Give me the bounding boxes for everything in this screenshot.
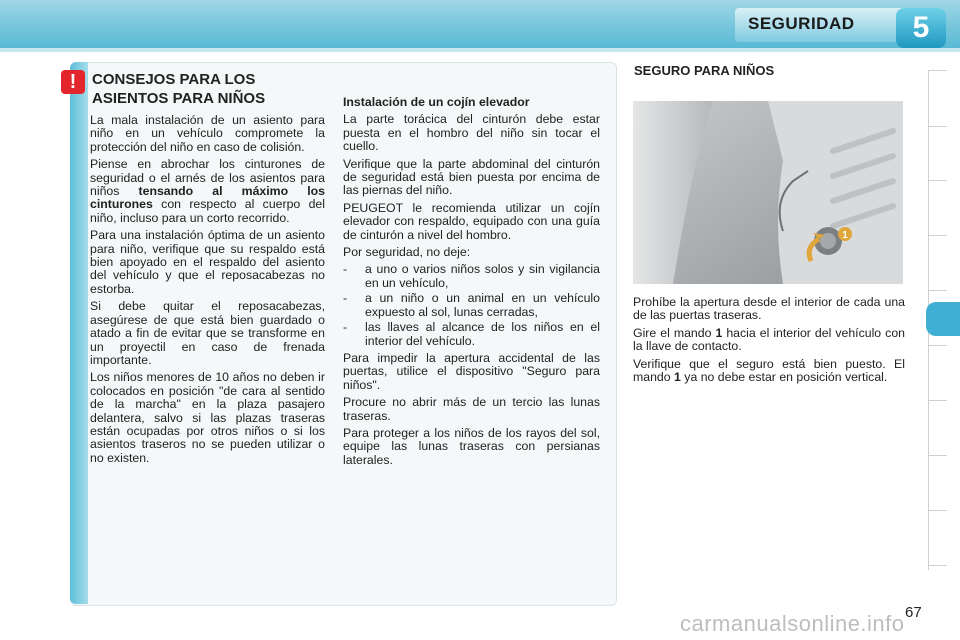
paragraph: PEUGEOT le recomienda utilizar un cojín elevador con respaldo, equipado con una guía de cinturón a nivel del hombro. [343,200,600,242]
paragraph: Procure no abrir más de un tercio las lunas traseras. [343,395,600,423]
panel-title-line2: ASIENTOS PARA NIÑOS [92,90,266,107]
panel-title-line1: CONSEJOS PARA LOS [92,71,256,88]
active-chapter-tab[interactable] [926,302,960,336]
photo-callout-1: 1 [842,230,848,241]
paragraph: Prohíbe la apertura desde el interior de cada una de las puertas traseras. [633,295,905,323]
paragraph: Para una instalación óptima de un asiento para niño, verifique que su respaldo está bien apoyado en el respaldo del asiento del vehículo y que el reposacabezas no estorba. [90,228,325,296]
paragraph: La parte torácica del cinturón debe estar puesta en el hombro del niño sin tocar el cuello. [343,112,600,154]
subsection-title: Instalación de un cojín elevador [343,95,530,109]
list-item: - las llaves al alcance de los niños en el interior del vehículo. [343,320,600,348]
child-lock-text [633,296,905,388]
paragraph: Para impedir la apertura accidental de las puertas, utilice el dispositivo "Seguro para niños". [343,350,600,392]
child-lock-title: SEGURO PARA NIÑOS [634,63,775,78]
paragraph: Por seguridad, no deje: [343,245,471,260]
panel-accent-edge [70,62,88,604]
paragraph: Verifique que el seguro está bien puesto. El mando 1 ya no debe estar en posición vertical. [633,356,905,385]
advice-column-2 [343,96,600,471]
child-lock-photo [633,101,903,284]
paragraph: Si debe quitar el reposacabezas, asegúrese de que está bien guardado o atado a fin de evitar que se transforme en un proyectil en caso de frenada importante. [90,299,325,367]
paragraph: Los niños menores de 10 años no deben ir colocados en posición "de cara al sentido de la marcha" en la plaza pasajero delantera, salvo si las plazas traseras están ocupadas por otros niños o si los asientos traseros no se pueden utilizar o no existen. [90,370,325,465]
section-title: SEGURIDAD [748,14,855,33]
list-item: - a uno o varios niños solos y sin vigilancia en un vehículo, [343,262,600,290]
paragraph: La mala instalación de un asiento para niño en un vehículo compromete la protección del niño en caso de colisión. [90,113,325,154]
panel-title [92,70,332,108]
chapter-number-badge: 5 [896,8,946,48]
advice-column-1 [90,114,325,469]
paragraph: Piense en abrochar los cinturones de seguridad o el arnés de los asientos para niños tensando al máximo los cinturones con respecto al cuerpo del niño, incluso para un corto recorrido. [90,157,325,225]
page-number: 67 [905,604,922,621]
watermark: carmanualsonline.info [680,611,905,636]
paragraph: Gire el mando 1 hacia el interior del vehículo con la llave de contacto. [633,325,905,354]
header-shadow [0,48,960,52]
warning-icon: ! [61,70,85,94]
paragraph: Verifique que la parte abdominal del cinturón de seguridad está bien puesta por encima de las piernas del niño. [343,156,600,198]
list-item: - a un niño o un animal en un vehículo expuesto al sol, lunas cerradas, [343,291,600,319]
paragraph: Para proteger a los niños de los rayos del sol, equipe las lunas traseras con persianas laterales. [343,425,600,467]
